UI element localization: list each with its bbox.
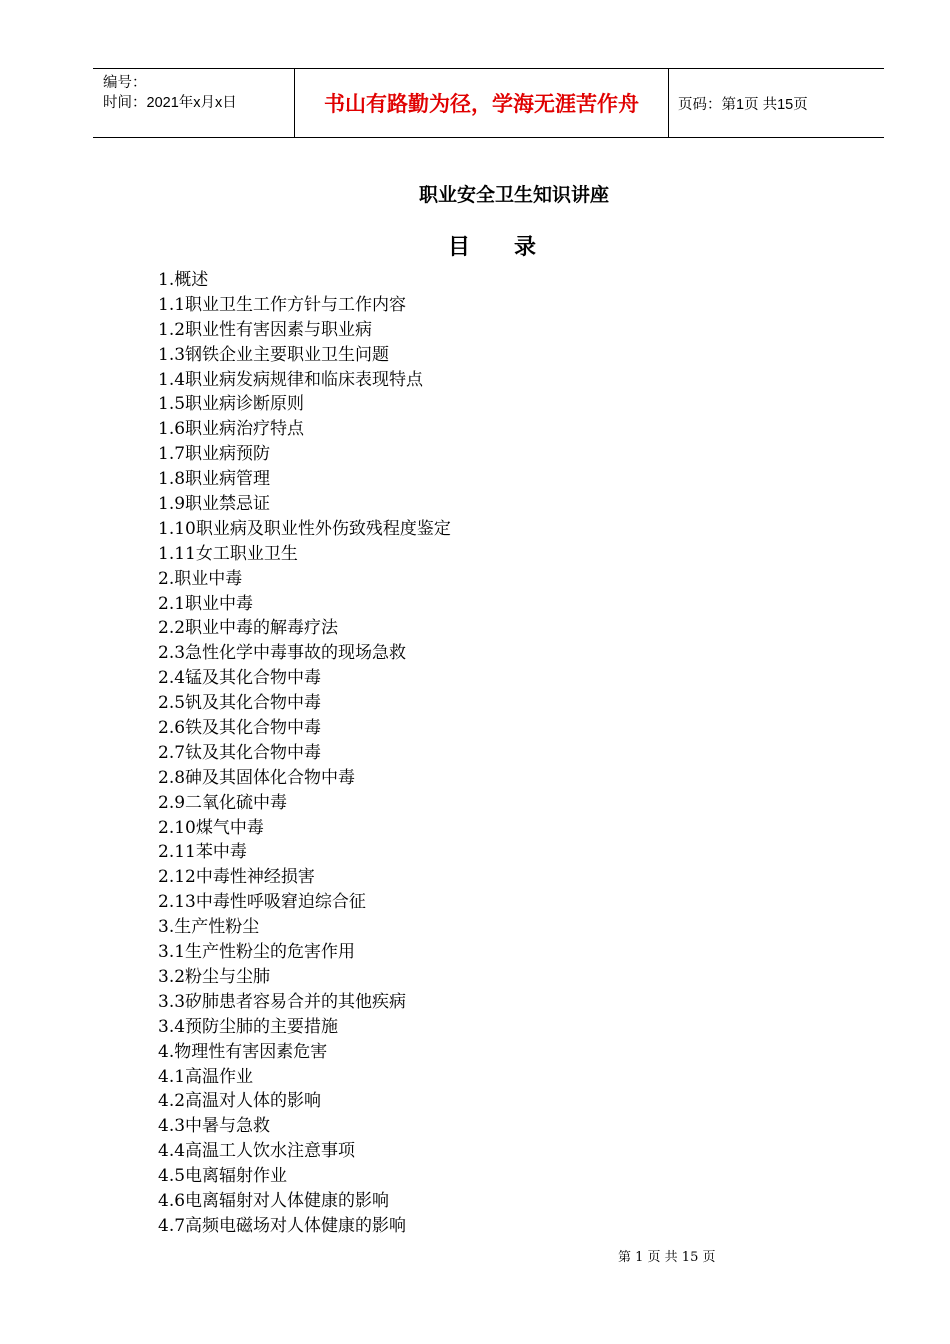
toc-entry: 2.4锰及其化合物中毒 [158,668,322,689]
header-motto: 书山有路勤为径，学海无涯苦作舟 [295,69,669,137]
toc-entry: 4.1高温作业 [158,1066,254,1087]
toc-entry: 1.5职业病诊断原则 [158,394,305,415]
toc-entry: 1.3钢铁企业主要职业卫生问题 [158,344,390,365]
toc-entry: 1.10职业病及职业性外伤致残程度鉴定 [158,518,451,539]
toc-entry: 2.职业中毒 [158,568,243,589]
toc-entry: 2.13中毒性呼吸窘迫综合征 [158,892,366,913]
toc-entry: 2.2职业中毒的解毒疗法 [158,618,339,639]
toc-entry: 3.2粉尘与尘肺 [158,966,271,987]
document-title: 职业安全卫生知识讲座 [418,184,609,206]
page-footer: 第 1 页 共 15 页 [618,1250,716,1265]
toc-entry: 2.7钛及其化合物中毒 [158,742,322,763]
toc-entry: 2.8砷及其固体化合物中毒 [158,767,356,788]
header-page-info: 页码：第1页 共15页 [678,96,808,113]
page-header [93,68,884,138]
toc-entry: 4.2高温对人体的影响 [158,1091,322,1112]
toc-entry: 2.9二氧化硫中毒 [158,792,288,813]
toc-entry: 1.8职业病管理 [158,469,271,490]
toc-entry: 4.3中暑与急救 [158,1116,271,1137]
toc-entry: 4.物理性有害因素危害 [158,1041,328,1062]
toc-entry: 3.生产性粉尘 [158,917,260,938]
toc-entry: 1.2职业性有害因素与职业病 [158,319,373,340]
toc-entry: 1.4职业病发病规律和临床表现特点 [158,369,424,390]
toc-entry: 3.4预防尘肺的主要措施 [158,1016,339,1037]
toc-entry: 2.11苯中毒 [158,842,247,863]
toc-entry: 2.10煤气中毒 [158,817,264,838]
toc-entry: 1.11女工职业卫生 [158,543,298,564]
toc-entry: 2.1职业中毒 [158,593,254,614]
toc-entry: 3.3矽肺患者容易合并的其他疾病 [158,991,407,1012]
toc-entry: 4.5电离辐射作业 [158,1166,288,1187]
toc-entry: 2.6铁及其化合物中毒 [158,718,322,739]
toc-entry: 1.概述 [158,270,209,290]
toc-entry: 3.1生产性粉尘的危害作用 [158,942,356,963]
toc-heading: 目录 [447,235,580,260]
toc-entry: 4.7高频电磁场对人体健康的影响 [158,1215,407,1236]
toc-entry: 2.12中毒性神经损害 [158,867,315,888]
document-number-label: 编号： [103,75,147,91]
toc-entry: 4.6电离辐射对人体健康的影响 [158,1190,390,1211]
toc-entry: 1.7职业病预防 [158,444,271,465]
toc-entry: 1.1职业卫生工作方针与工作内容 [158,294,407,315]
table-of-contents [158,268,451,1239]
toc-entry: 4.4高温工人饮水注意事项 [158,1141,356,1162]
toc-entry: 2.5钒及其化合物中毒 [158,693,322,714]
document-time: 时间：2021年x月x日 [103,95,237,111]
toc-entry: 1.9职业禁忌证 [158,494,271,515]
toc-entry: 2.3急性化学中毒事故的现场急救 [158,643,407,664]
toc-entry: 1.6职业病治疗特点 [158,419,305,440]
header-left-cell [93,69,295,137]
